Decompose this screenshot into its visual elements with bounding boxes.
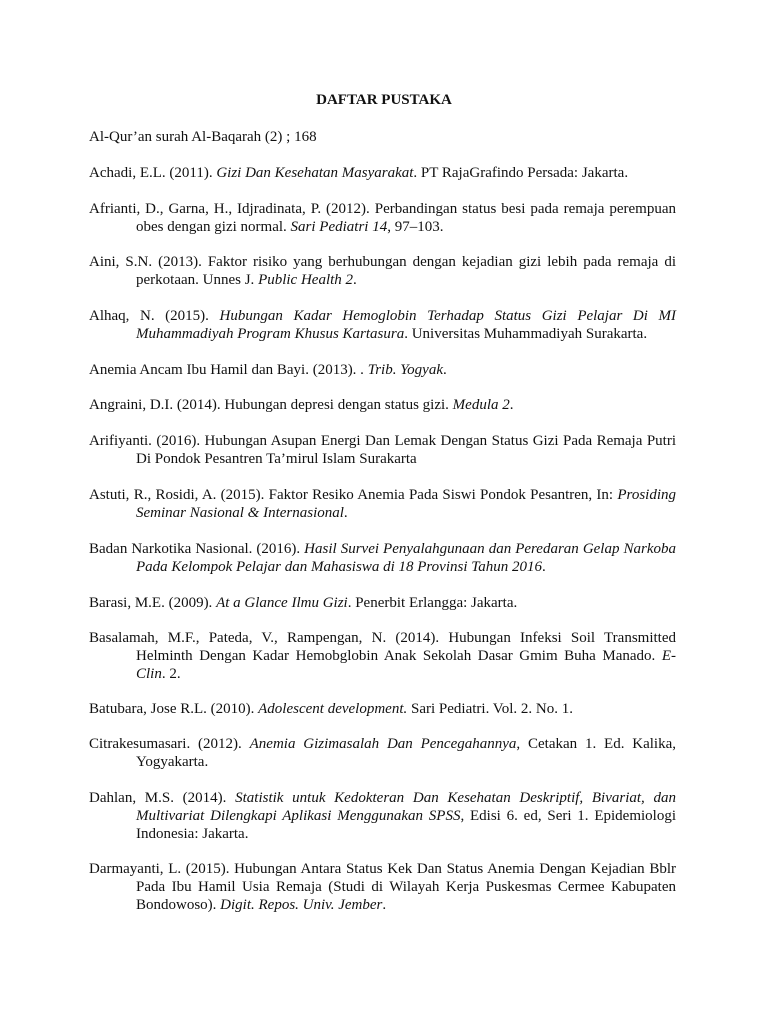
reference-line xyxy=(89,700,676,718)
reference-text: , Cetakan 1. Ed. Kalika, xyxy=(516,736,677,752)
reference-title-italic: Medula 2 xyxy=(452,397,510,413)
reference-title-italic: Prosiding xyxy=(617,487,676,503)
reference-text: , 97–103. xyxy=(387,219,444,235)
reference-text: Al-Qur’an surah Al-Baqarah (2) ; 168 xyxy=(89,129,317,145)
reference-text: . xyxy=(509,397,514,413)
reference-text: Di Pondok Pesantren Ta’mirul Islam Surakarta xyxy=(136,451,417,467)
reference-text: . xyxy=(541,559,546,575)
reference-text: Indonesia: Jakarta. xyxy=(136,826,249,842)
reference-line xyxy=(89,164,676,182)
reference-line xyxy=(89,361,676,379)
reference-title-italic: Sari Pediatri 14 xyxy=(290,219,388,235)
reference-text: Yogyakarta. xyxy=(136,754,209,770)
reference-text: , Edisi 6. ed, Seri 1. Epidemiologi xyxy=(460,808,676,824)
reference-line xyxy=(136,325,676,343)
reference-text: Achadi, E.L. (2011). xyxy=(89,165,217,181)
reference-title-italic: Seminar Nasional & Internasional xyxy=(136,505,344,521)
reference-line xyxy=(89,860,676,878)
reference-title-italic: Hasil Survei Penyalahgunaan dan Peredaran Gelap Narkoba xyxy=(304,541,676,557)
reference-title-italic: Anemia Gizimasalah Dan Pencegahannya xyxy=(249,736,517,752)
reference-line xyxy=(136,504,676,522)
reference-text: Citrakesumasari. (2012). xyxy=(89,736,250,752)
reference-title-italic: Muhammadiyah Program Khusus Kartasura xyxy=(136,326,405,342)
reference-text: . xyxy=(443,362,447,378)
reference-line xyxy=(136,271,676,289)
reference-text: obes dengan gizi normal. xyxy=(136,219,291,235)
reference-line xyxy=(136,558,676,576)
reference-text: . Universitas Muhammadiyah Surakarta. xyxy=(404,326,648,342)
reference-text: Astuti, R., Rosidi, A. (2015). Faktor Resiko Anemia Pada Siswi Pondok Pesantren, In: xyxy=(89,487,618,503)
reference-line xyxy=(89,629,676,647)
reference-line xyxy=(136,450,676,468)
reference-title-italic: Gizi Dan Kesehatan Masyarakat xyxy=(216,165,414,181)
reference-text: Sari Pediatri. Vol. 2. No. 1. xyxy=(407,701,573,717)
reference-text: . 2. xyxy=(161,666,181,682)
page-title: DAFTAR PUSTAKA xyxy=(316,92,452,108)
reference-title-italic: Digit. Repos. Univ. Jember xyxy=(220,897,383,913)
reference-line xyxy=(89,735,676,753)
reference-line xyxy=(89,128,676,146)
reference-line xyxy=(89,432,676,450)
reference-text: . Penerbit Erlangga: Jakarta. xyxy=(347,595,518,611)
reference-title-italic: Clin xyxy=(136,666,162,682)
reference-line xyxy=(136,647,676,665)
reference-title-italic: At a Glance Ilmu Gizi xyxy=(216,595,348,611)
reference-text: . xyxy=(382,897,387,913)
reference-title-italic: Trib. Yogyak xyxy=(367,362,443,378)
reference-line xyxy=(89,396,676,414)
reference-text: Anemia Ancam Ibu Hamil dan Bayi. (2013). . xyxy=(89,362,368,378)
reference-text: Basalamah, M.F., Pateda, V., Rampengan, N. (2014). Hubungan Infeksi Soil Transmitted xyxy=(89,630,676,646)
reference-title-italic: Statistik untuk Kedokteran Dan Kesehatan Deskriptif, Bivariat, dan xyxy=(235,790,676,806)
reference-text: Bondowoso). xyxy=(136,897,221,913)
reference-text: Afrianti, D., Garna, H., Idjradinata, P. (2012). Perbandingan status besi pada remaja perempuan xyxy=(89,201,676,217)
reference-text: Batubara, Jose R.L. (2010). xyxy=(89,701,259,717)
reference-text: Barasi, M.E. (2009). xyxy=(89,595,217,611)
reference-text: Darmayanti, L. (2015). Hubungan Antara Status Kek Dan Status Anemia Dengan Kejadian Bblr xyxy=(89,861,676,877)
reference-line xyxy=(136,665,676,683)
reference-title-italic: Pada Kelompok Pelajar dan Mahasiswa di 18 Provinsi Tahun 2016 xyxy=(136,559,542,575)
reference-line xyxy=(136,218,676,236)
reference-text: Alhaq, N. (2015). xyxy=(89,308,220,324)
reference-text: . PT RajaGrafindo Persada: Jakarta. xyxy=(413,165,629,181)
reference-text: Dahlan, M.S. (2014). xyxy=(89,790,236,806)
reference-line xyxy=(89,486,676,504)
reference-text: Arifiyanti. (2016). Hubungan Asupan Energi Dan Lemak Dengan Status Gizi Pada Remaja Putri xyxy=(89,433,676,449)
reference-line xyxy=(89,307,676,325)
reference-line xyxy=(136,896,676,914)
reference-text: Aini, S.N. (2013). Faktor risiko yang berhubungan dengan kejadian gizi lebih pada remaja di xyxy=(89,254,676,270)
reference-text: . xyxy=(343,505,348,521)
reference-line xyxy=(89,594,676,612)
reference-line xyxy=(89,540,676,558)
reference-title-italic: Hubungan Kadar Hemoglobin Terhadap Status Gizi Pelajar Di MI xyxy=(219,308,676,324)
reference-title-italic: Adolescent development. xyxy=(258,701,408,717)
reference-title-italic: Multivariat Dilengkapi Aplikasi Menggunakan SPSS xyxy=(136,808,461,824)
reference-line xyxy=(89,253,676,271)
reference-text: Helminth Dengan Kadar Hemobglobin Anak Sekolah Dasar Gmim Buha Manado. xyxy=(136,648,662,664)
reference-text: perkotaan. Unnes J. xyxy=(136,272,259,288)
reference-text: Angraini, D.I. (2014). Hubungan depresi dengan status gizi. xyxy=(89,397,453,413)
reference-line xyxy=(89,200,676,218)
reference-line xyxy=(136,807,676,825)
reference-title-italic: E- xyxy=(661,648,676,664)
reference-line xyxy=(136,825,676,843)
reference-line xyxy=(136,878,676,896)
reference-line xyxy=(89,789,676,807)
reference-line xyxy=(136,753,676,771)
reference-text: Pada Ibu Hamil Usia Remaja (Studi di Wilayah Kerja Puskesmas Cermee Kabupaten xyxy=(136,879,676,895)
reference-title-italic: Public Health 2 xyxy=(258,272,354,288)
reference-text: . xyxy=(353,272,357,288)
reference-text: Badan Narkotika Nasional. (2016). xyxy=(89,541,305,557)
